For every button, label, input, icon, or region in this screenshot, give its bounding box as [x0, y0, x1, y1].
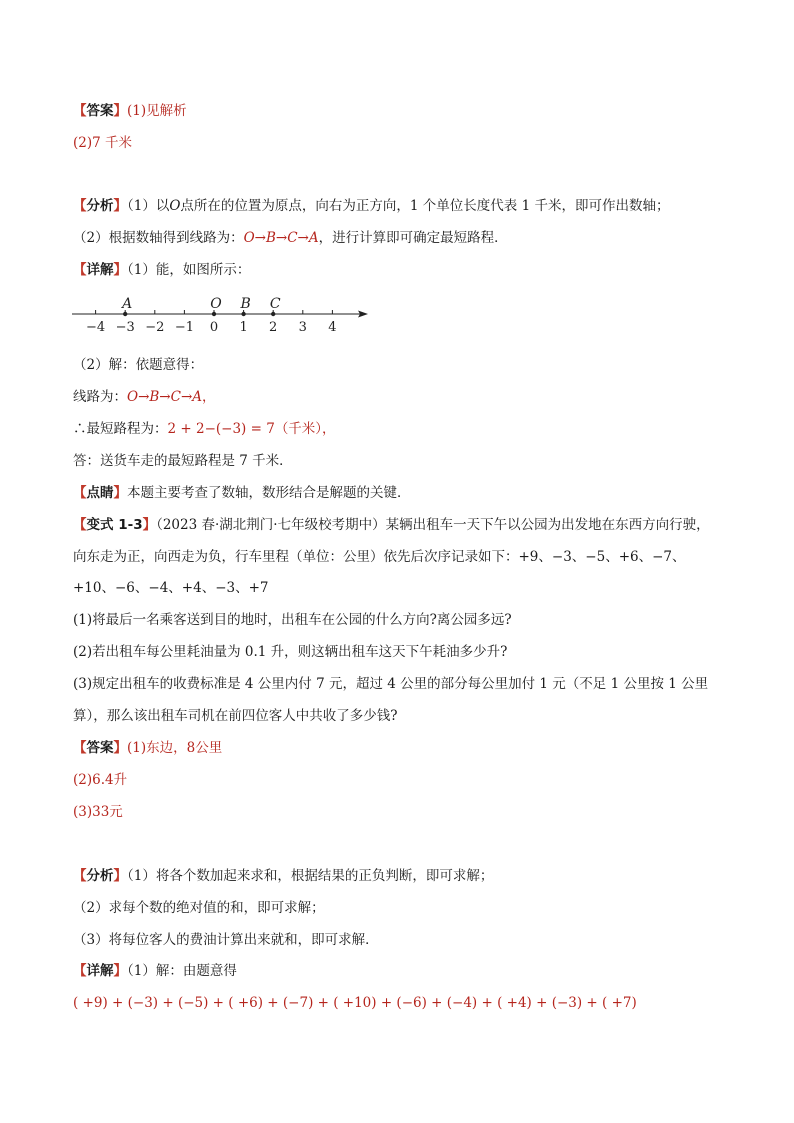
answer-part-1: (1)东边，8公里 — [127, 740, 223, 756]
question-3-line-2: 算），那么该出租车司机在前四位客人中共收了多少钱? — [73, 708, 398, 724]
point-label: O — [210, 296, 222, 312]
detail-tag: 【详解】 — [73, 963, 127, 979]
comment-section: 【点睛】本题主要考查了数轴，数形结合是解题的关键． — [73, 485, 411, 501]
detail-section-1: 【详解】（1）能，如图所示： — [73, 262, 251, 278]
variant-line-2: 向东走为正，向西走为负，行车里程（单位：公里）依先后次序记录如下：+9、−3、−5、+6、−7、 — [73, 549, 686, 565]
answer-section-1 — [73, 101, 187, 121]
point-label: C — [269, 296, 281, 312]
route-text: O→B→C→A — [127, 389, 203, 405]
tick-label: 0 — [209, 320, 219, 334]
answer-part-1: (1)见解析 — [127, 103, 187, 119]
analysis-tag: 【分析】 — [73, 868, 127, 884]
point-b — [241, 312, 245, 316]
tick-label: 1 — [239, 320, 248, 334]
detail-tag: 【详解】 — [73, 262, 127, 278]
answer-part-3: (3)33元 — [73, 804, 123, 820]
question-3-line-1: (3)规定出租车的收费标准是 4 公里内付 7 元，超过 4 公里的部分每公里加付 1 元（不足 1 公里按 1 公里 — [73, 676, 709, 692]
tick-label: −2 — [145, 320, 165, 334]
tick-label: 2 — [269, 320, 278, 334]
calculation-expression: 2 + 2−(−3) = 7 — [167, 421, 275, 437]
variant-tag: 【变式 1-3】 — [73, 517, 157, 533]
point-c — [271, 312, 275, 316]
variant-section: 【变式 1-3】（2023 春·湖北荆门·七年级校考期中）某辆出租车一天下午以公园为出发地在东西方向行驶， — [73, 517, 710, 533]
answer-part-2: (2)7 千米 — [73, 135, 133, 151]
detail-line-4: ∴最短路程为：2 + 2−(−3) = 7（千米）， — [73, 421, 336, 437]
question-2: (2)若出租车每公里耗油量为 0.1 升，则这辆出租车这天下午耗油多少升? — [73, 644, 508, 660]
answer-tag: 【答案】 — [73, 103, 127, 119]
point-label: A — [122, 296, 133, 312]
answer-tag: 【答案】 — [73, 740, 127, 756]
point-label: B — [240, 296, 251, 312]
detail-line-3: 线路为：O→B→C→A， — [73, 389, 216, 405]
question-1: (1)将最后一名乘客送到目的地时，出租车在公园的什么方向?离公园多远? — [73, 612, 512, 628]
answer-section-2 — [73, 738, 222, 758]
detail-line-2: （2）解：依题意得： — [73, 357, 204, 373]
detail-section-2: 【详解】（1）解：由题意得 — [73, 963, 237, 979]
analysis-line-2: （2）根据数轴得到线路为：O→B→C→A，进行计算即可确定最短路程． — [73, 230, 508, 246]
analysis-tag: 【分析】 — [73, 198, 127, 214]
tick-label: 4 — [328, 320, 337, 334]
comment-tag: 【点睛】 — [73, 485, 127, 501]
analysis-line-3: （3）将每位客人的费油计算出来就和，即可求解． — [73, 932, 379, 948]
route-text: O→B→C→A — [243, 230, 319, 246]
tick-label: 3 — [298, 320, 307, 334]
number-line-figure — [66, 290, 376, 334]
analysis-section-1: 【分析】（1）以O点所在的位置为原点，向右为正方向，1 个单位长度代表 1 千米，即可作出数轴； — [73, 198, 670, 214]
point-a — [123, 312, 127, 316]
sum-expression: ( +9) + (−3) + (−5) + ( +6) + (−7) + ( +10) + (−6) + (−4) + ( +4) + (−3) + ( +7) — [73, 995, 637, 1011]
tick-label: −1 — [174, 320, 194, 334]
point-o — [212, 312, 216, 316]
analysis-section-2: 【分析】（1）将各个数加起来求和，根据结果的正负判断，即可求解； — [73, 868, 494, 884]
tick-label: −3 — [115, 320, 135, 334]
answer-part-2: (2)6.4升 — [73, 772, 128, 788]
detail-line-5: 答：送货车走的最短路程是 7 千米． — [73, 453, 293, 469]
analysis-line-2: （2）求每个数的绝对值的和，即可求解； — [73, 900, 325, 916]
tick-label: −4 — [86, 320, 106, 334]
variant-line-3: +10、−6、−4、+4、−3、+7 — [73, 580, 269, 596]
